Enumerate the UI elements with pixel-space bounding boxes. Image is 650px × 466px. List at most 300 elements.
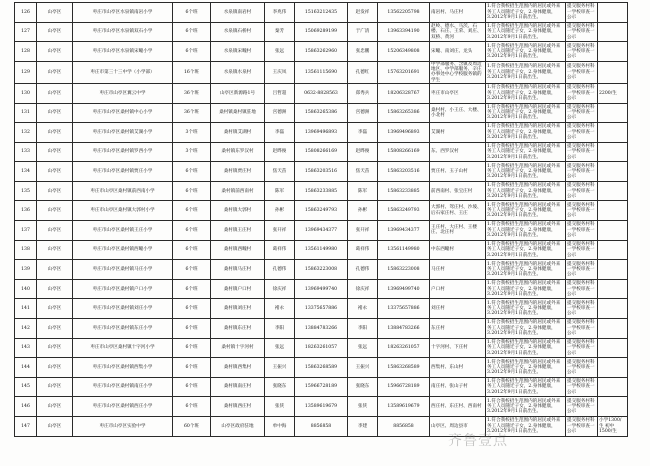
- cell-conditions: 1.符合我校招生范围内的居民或外来务工人员随迁子女，2.身体健康，3.2012年9月1日前出生。: [486, 201, 566, 221]
- cell-conditions: 1.符合我校招生范围内的居民或外来务工人员随迁子女，2.身体健康，3.2012年9月1日前出生。: [486, 319, 566, 339]
- cell-fee: [598, 240, 628, 260]
- cell-contact: 单中海: [265, 417, 295, 437]
- cell-address: 桑村镇前西南村: [211, 181, 265, 201]
- cell-area: 贾庄村、玉子山村: [430, 162, 486, 182]
- cell-conditions: 1.符合我校招生范围内的居民或外来务工人员随迁子女，2.身体健康，3.2012年9月1日前出生。: [486, 22, 566, 42]
- cell-classes: 60个班: [173, 417, 211, 437]
- cell-classes: 6个班: [173, 279, 211, 299]
- cell-no: 126: [15, 3, 37, 23]
- cell-district: 山亭区: [37, 279, 73, 299]
- cell-contact: 宫德洲: [265, 103, 295, 123]
- cell-fee: 2200/生: [598, 83, 628, 103]
- cell-district: 山亭区: [37, 123, 73, 143]
- cell-no: 131: [15, 103, 37, 123]
- cell-no: 147: [15, 417, 37, 437]
- cell-head-phone: 13963394190: [378, 22, 430, 42]
- cell-classes: 36个班: [173, 103, 211, 123]
- cell-classes: 6个班: [173, 240, 211, 260]
- cell-no: 133: [15, 142, 37, 162]
- cell-no: 137: [15, 221, 37, 241]
- cell-area: 枣庄市山亭区: [430, 83, 486, 103]
- cell-head-phone: 13884783266: [378, 319, 430, 339]
- cell-no: 138: [15, 240, 37, 260]
- table-row: [15, 319, 628, 339]
- table-row: [15, 338, 628, 358]
- cell-area: 南岩村、马庄村: [430, 3, 486, 23]
- table-row: [15, 201, 628, 221]
- cell-phone: 18263261057: [295, 338, 348, 358]
- cell-school: 枣庄市山亭区桑村镇中心小学: [73, 103, 173, 123]
- table-row: [15, 358, 628, 378]
- cell-area: 大郭村、驾庄村、沙坡、后石家庄村、王庄: [430, 201, 486, 221]
- cell-policy: 提交服务村科一学校审查一公示: [566, 3, 598, 23]
- cell-fee: [598, 181, 628, 201]
- cell-policy: 提交服务村科一学校审查一公示: [566, 240, 598, 260]
- cell-contact: 李阳: [265, 319, 295, 339]
- cell-district: 山亭区: [37, 397, 73, 417]
- cell-head: 孙彬: [348, 201, 378, 221]
- cell-head: 陈军: [348, 181, 378, 201]
- cell-address: 桑村镇西庄村: [211, 397, 265, 417]
- table-row: [15, 103, 628, 123]
- cell-area: 东庄村: [430, 319, 486, 339]
- cell-school: 枣庄市山亭区桑村镇东庄小学: [73, 319, 173, 339]
- cell-contact: 褚永: [265, 299, 295, 319]
- cell-fee: [598, 61, 628, 83]
- table-row: [15, 181, 628, 201]
- cell-phone: 15808266169: [295, 142, 348, 162]
- cell-conditions: 1.符合我校招生范围内的居民或外来务工人员随迁子女，2.身体健康，3.2012年9月1日前出生。: [486, 338, 566, 358]
- cell-school: 枣庄市山亭区桑村镇前西南小学: [73, 181, 173, 201]
- cell-district: 山亭区: [37, 299, 73, 319]
- cell-district: 山亭区: [37, 142, 73, 162]
- cell-policy: 提交服务村科一学校审查一公示: [566, 299, 598, 319]
- cell-policy: 提交服务村科一学校审查一公示: [566, 260, 598, 280]
- cell-policy: 提交服务村科一学校审查一公示: [566, 397, 598, 417]
- cell-contact: 李磊: [265, 123, 295, 143]
- cell-fee: [598, 142, 628, 162]
- cell-policy: 提交服务村科一学校审查一公示: [566, 279, 598, 299]
- table-row: [15, 377, 628, 397]
- cell-no: 128: [15, 42, 37, 62]
- cell-fee: [598, 319, 628, 339]
- cell-classes: 6个班: [173, 260, 211, 280]
- cell-head-phone: 15863203516: [378, 162, 430, 182]
- cell-head: 赵发祥: [348, 3, 378, 23]
- table-row: [15, 221, 628, 241]
- cell-classes: 6个班: [173, 181, 211, 201]
- table-row: [15, 3, 628, 23]
- cell-head: 李磊: [348, 123, 378, 143]
- cell-policy: 提交服务村科一学校审查一公示: [566, 22, 598, 42]
- cell-fee: 小学1300/生 初中1500/生: [598, 417, 628, 437]
- table-row: [15, 299, 628, 319]
- cell-school: 枣庄市山亭区桑村镇马庄小学: [73, 260, 173, 280]
- cell-school: 枣庄市山亭区桑村镇刘庄小学: [73, 299, 173, 319]
- cell-address: 山亭区政府驻地: [211, 417, 265, 437]
- cell-school: 枣庄市山亭区翼云中学: [73, 83, 173, 103]
- cell-school: 枣庄市山亭区桑村镇十字河小学: [73, 338, 173, 358]
- cell-district: 山亭区: [37, 3, 73, 23]
- cell-district: 山亭区: [37, 260, 73, 280]
- table-row: [15, 162, 628, 182]
- cell-address: 桑村镇户口村: [211, 279, 265, 299]
- cell-address: 桑村镇马庄村: [211, 260, 265, 280]
- cell-area: 刘庄村: [430, 299, 486, 319]
- cell-phone: 13375657886: [295, 299, 348, 319]
- cell-area: 前西南村、张宝庄村: [430, 181, 486, 201]
- cell-classes: 6个班: [173, 338, 211, 358]
- cell-policy: 提交服务村科一学校审查一公示: [566, 338, 598, 358]
- cell-head: 郑秀兵: [348, 83, 378, 103]
- cell-no: 141: [15, 299, 37, 319]
- table-body: [15, 3, 628, 437]
- cell-district: 山亭区: [37, 162, 73, 182]
- cell-no: 132: [15, 123, 37, 143]
- cell-policy: 提交服务村科一学校审查一公示: [566, 123, 598, 143]
- cell-district: 山亭区: [37, 319, 73, 339]
- cell-policy: 提交服务村科一学校审查一公示: [566, 61, 598, 83]
- cell-head-phone: 15966728189: [378, 377, 430, 397]
- cell-school: 枣庄市山亭区实验中学: [73, 417, 173, 437]
- cell-policy: 提交服务村科一学校审查一公示: [566, 417, 598, 437]
- cell-head-phone: 8856858: [378, 417, 430, 437]
- cell-conditions: 1.符合我校招生范围内的居民或外来务工人员随迁子女，2.身体健康，3.2012年9月1日前出生。: [486, 123, 566, 143]
- cell-contact: 张开祥: [265, 221, 295, 241]
- cell-head: 王振兴: [348, 358, 378, 378]
- cell-contact: 徐庆祥: [265, 279, 295, 299]
- cell-school: 枣庄市山亭区桑村镇大郭村小学: [73, 201, 173, 221]
- cell-no: 144: [15, 358, 37, 378]
- cell-head: 赵晔俊: [348, 142, 378, 162]
- cell-classes: 6个班: [173, 358, 211, 378]
- cell-district: 山亭区: [37, 201, 73, 221]
- cell-head-phone: 18206328767: [378, 83, 430, 103]
- cell-head: 于广清: [348, 22, 378, 42]
- cell-fee: [598, 42, 628, 62]
- cell-head-phone: 13969496893: [378, 123, 430, 143]
- cell-fee: [598, 103, 628, 123]
- cell-fee: [598, 358, 628, 378]
- cell-head-phone: 13969499740: [378, 279, 430, 299]
- cell-classes: 3个班: [173, 123, 211, 143]
- cell-conditions: 1.符合我校招生范围内的居民或外来务工人员随迁子女，2.身体健康，3.2012年9月1日前出生。: [486, 358, 566, 378]
- cell-area: 户口村: [430, 279, 486, 299]
- cell-no: 127: [15, 22, 37, 42]
- cell-phone: 13969434377: [295, 221, 348, 241]
- cell-area: 西庄村、东庄村、西南村: [430, 397, 486, 417]
- cell-contact: 秦芳: [265, 22, 295, 42]
- watermark: 齐鲁壹点: [448, 433, 508, 449]
- cell-school: 枣庄市山亭区桑村镇艾湖小学: [73, 123, 173, 143]
- cell-phone: 0632-8828563: [295, 83, 348, 103]
- cell-conditions: 1.符合我校招生范围内的居民或外来务工人员随迁子女，2.身体健康，3.2012年9月1日前出生。: [486, 260, 566, 280]
- cell-head-phone: 13561149980: [378, 240, 430, 260]
- table-row: [15, 397, 628, 417]
- cell-fee: [598, 299, 628, 319]
- cell-area: 赵岭、德水、马茨、石楼、石庄、王荣、刘庄、双桥、黄河: [430, 22, 486, 42]
- cell-no: 143: [15, 338, 37, 358]
- cell-head-phone: 15863249793: [378, 201, 430, 221]
- cell-head-phone: 15863233885: [378, 181, 430, 201]
- cell-no: 129: [15, 61, 37, 83]
- cell-head: 孔德红: [348, 61, 378, 83]
- cell-conditions: 1.符合我校招生范围内的居民或外来务工人员随迁子女，2.身体健康，3.2012年9月1日前出生。: [486, 61, 566, 83]
- cell-contact: 李兆伟: [265, 3, 295, 23]
- cell-head: 李建: [348, 417, 378, 437]
- cell-district: 山亭区: [37, 42, 73, 62]
- cell-school: 枣庄市山亭区桑村镇西集小学: [73, 358, 173, 378]
- cell-school: 枣庄市山亭区水泉镇宋疃小学: [73, 42, 173, 62]
- cell-area: 艾湖村: [430, 123, 486, 143]
- cell-conditions: 1.符合我校招生范围内的居民或外来务工人员随迁子女，2.身体健康，3.2012年9月1日前出生。: [486, 397, 566, 417]
- cell-address: 桑村镇十字河村: [211, 338, 265, 358]
- cell-head: 焦天苗: [348, 162, 378, 182]
- cell-school: 枣庄市山亭区桑村镇罗西小学: [73, 142, 173, 162]
- cell-contact: 王振兴: [265, 358, 295, 378]
- cell-area: 十字河村、下庄村: [430, 338, 486, 358]
- cell-conditions: 1.符合我校招生范围内的居民或外来务工人员随迁子女，2.身体健康，3.2012年9月1日前出生。: [486, 221, 566, 241]
- cell-phone: 13884783266: [295, 319, 348, 339]
- cell-conditions: 1.符合我校招生范围内的居民或外来务工人员随迁子女，2.身体健康，3.2012年9月1日前出生。: [486, 162, 566, 182]
- cell-area: 王庄村、大庄村、王楼庄、北庄村: [430, 221, 486, 241]
- table-row: [15, 417, 628, 437]
- cell-head: 张侠: [348, 397, 378, 417]
- cell-contact: 孔德伟: [265, 260, 295, 280]
- cell-head: 张晓东: [348, 377, 378, 397]
- cell-contact: 葛祥伟: [265, 240, 295, 260]
- cell-head: 张忠鹏: [348, 42, 378, 62]
- table-row: [15, 123, 628, 143]
- cell-conditions: 1.符合我校招生范围内的居民或外来务工人员随迁子女，2.身体健康，3.2012年9月1日前出生。: [486, 417, 566, 437]
- cell-school: 枣庄市山亭区水泉镇双石小学: [73, 22, 173, 42]
- cell-area: 东、西罗汉村: [430, 142, 486, 162]
- cell-conditions: 1.符合我校招生范围内的居民或外来务工人员随迁子女，2.身体健康，3.2012年9月1日前出生。: [486, 279, 566, 299]
- cell-contact: 焦天苗: [265, 162, 295, 182]
- cell-phone: 8856858: [295, 417, 348, 437]
- table-row: [15, 279, 628, 299]
- cell-address: 桑村镇西集村: [211, 358, 265, 378]
- cell-fee: [598, 221, 628, 241]
- cell-district: 山亭区: [37, 22, 73, 42]
- cell-policy: 提交服务村科一学校审查一公示: [566, 83, 598, 103]
- cell-district: 山亭区: [37, 83, 73, 103]
- cell-phone: 15863268589: [295, 358, 348, 378]
- cell-conditions: 1.符合我校招生范围内的居民或外来务工人员随迁子女，2.身体健康，3.2012年9月1日前出生。: [486, 3, 566, 23]
- cell-fee: [598, 162, 628, 182]
- table-row: [15, 240, 628, 260]
- cell-fee: [598, 397, 628, 417]
- cell-phone: 15863223008: [295, 260, 348, 280]
- cell-conditions: 1.符合我校招生范围内的居民或外来务工人员随迁子女，2.身体健康，3.2012年9月1日前出生。: [486, 377, 566, 397]
- cell-head: 葛祥伟: [348, 240, 378, 260]
- cell-classes: 6个班: [173, 201, 211, 221]
- cell-address: 水泉镇南岩村: [211, 3, 265, 23]
- cell-contact: 王庆凤: [265, 61, 295, 83]
- cell-fee: [598, 260, 628, 280]
- cell-head: 张远: [348, 338, 378, 358]
- cell-no: 145: [15, 377, 37, 397]
- cell-address: 桑村镇东罗汉村: [211, 142, 265, 162]
- cell-head-phone: 13562205798: [378, 3, 430, 23]
- cell-policy: 提交服务村科一学校审查一公示: [566, 358, 598, 378]
- cell-conditions: 1.符合我校招生范围内的居民或外来务工人员随迁子女，2.身体健康，3.2012年9月1日前出生。: [486, 299, 566, 319]
- cell-policy: 提交服务村科一学校审查一公示: [566, 377, 598, 397]
- cell-conditions: 1.符合我校招生范围内的居民或外来务工人员随迁子女，2.身体健康，3.2012年9月1日前出生。: [486, 240, 566, 260]
- cell-phone: 13589619679: [295, 397, 348, 417]
- cell-phone: 15966728189: [295, 377, 348, 397]
- cell-area: 中学部服务、含镇及周边地区、中学部服务、辛庄办事处中心学校服务镇的学生: [430, 61, 486, 83]
- cell-classes: 6个班: [173, 397, 211, 417]
- cell-fee: [598, 22, 628, 42]
- table-row: [15, 22, 628, 42]
- cell-phone: 13969499740: [295, 279, 348, 299]
- cell-fee: [598, 338, 628, 358]
- table-row: [15, 61, 628, 83]
- cell-head: 徐庆祥: [348, 279, 378, 299]
- cell-fee: [598, 279, 628, 299]
- cell-school: 枣庄市山亭区桑村镇西疃小学: [73, 240, 173, 260]
- table-row: [15, 260, 628, 280]
- cell-head-phone: 13589619679: [378, 397, 430, 417]
- cell-classes: 6个班: [173, 377, 211, 397]
- cell-head-phone: 15863265386: [378, 103, 430, 123]
- cell-contact: 吕哲超: [265, 83, 295, 103]
- cell-district: 山亭区: [37, 221, 73, 241]
- cell-school: 枣庄市山亭区桑村镇西庄小学: [73, 397, 173, 417]
- cell-phone: 13561149980: [295, 240, 348, 260]
- cell-fee: [598, 3, 628, 23]
- cell-phone: 15163212435: [295, 3, 348, 23]
- cell-area: 西集村、东山村: [430, 358, 486, 378]
- cell-head-phone: 13375657886: [378, 299, 430, 319]
- cell-school: 枣庄市山亭区桑村镇南庄小学: [73, 377, 173, 397]
- cell-contact: 陈军: [265, 181, 295, 201]
- cell-district: 山亭区: [37, 417, 73, 437]
- cell-fee: [598, 123, 628, 143]
- cell-head: 宫德洲: [348, 103, 378, 123]
- cell-district: 山亭区: [37, 377, 73, 397]
- cell-classes: 6个班: [173, 42, 211, 62]
- cell-head-phone: 15863223008: [378, 260, 430, 280]
- cell-address: 桑村镇大郭村: [211, 201, 265, 221]
- cell-address: 桑村镇桑村镇驻地: [211, 103, 265, 123]
- cell-contact: 张远: [265, 338, 295, 358]
- cell-phone: 15863233885: [295, 181, 348, 201]
- cell-address: 水泉镇石桥村: [211, 22, 265, 42]
- cell-policy: 提交服务村科一学校审查一公示: [566, 42, 598, 62]
- cell-address: 桑村镇王庄村: [211, 221, 265, 241]
- cell-head-phone: 15763201691: [378, 61, 430, 83]
- cell-address: 水泉镇水泉村: [211, 61, 265, 83]
- school-enrollment-table: [14, 2, 628, 437]
- cell-address: 桑村镇南庄村: [211, 377, 265, 397]
- cell-head-phone: 15863268589: [378, 358, 430, 378]
- cell-no: 136: [15, 201, 37, 221]
- cell-area: 南庄村、张山子村: [430, 377, 486, 397]
- cell-address: 桑村镇贾庄村: [211, 162, 265, 182]
- cell-no: 139: [15, 260, 37, 280]
- cell-area: 马庄村: [430, 260, 486, 280]
- cell-head: 褚永: [348, 299, 378, 319]
- cell-contact: 赵晔俊: [265, 142, 295, 162]
- cell-classes: 16个班: [173, 61, 211, 83]
- cell-fee: [598, 377, 628, 397]
- cell-address: 山亭区新源路1号: [211, 83, 265, 103]
- cell-head: 张开祥: [348, 221, 378, 241]
- cell-contact: 孙彬: [265, 201, 295, 221]
- cell-head-phone: 15808266169: [378, 142, 430, 162]
- cell-head: 李阳: [348, 319, 378, 339]
- cell-phone: 15863249793: [295, 201, 348, 221]
- table-row: [15, 83, 628, 103]
- cell-district: 山亭区: [37, 103, 73, 123]
- cell-no: 140: [15, 279, 37, 299]
- cell-head-phone: 13969434377: [378, 221, 430, 241]
- cell-phone: 15863262960: [295, 42, 348, 62]
- cell-classes: 6个班: [173, 22, 211, 42]
- cell-policy: 提交服务村科一学校审查一公示: [566, 319, 598, 339]
- cell-head-phone: 18263261057: [378, 338, 430, 358]
- cell-district: 山亭区: [37, 338, 73, 358]
- cell-phone: 15069289199: [295, 22, 348, 42]
- cell-phone: 15863265386: [295, 103, 348, 123]
- cell-policy: 提交服务村科一学校审查一公示: [566, 142, 598, 162]
- cell-policy: 提交服务村科一学校审查一公示: [566, 201, 598, 221]
- cell-contact: 张远: [265, 42, 295, 62]
- cell-district: 山亭区: [37, 61, 73, 83]
- cell-school: 枣庄市山亭区桑村镇贾庄小学: [73, 162, 173, 182]
- cell-area: 桑村村、小王庄、大楼、小北村: [430, 103, 486, 123]
- cell-phone: 13561115690: [295, 61, 348, 83]
- cell-school: 枣庄市第三十三中学（小学部）: [73, 61, 173, 83]
- cell-contact: 张晓东: [265, 377, 295, 397]
- cell-classes: 36个班: [173, 83, 211, 103]
- cell-head: 孔德伟: [348, 260, 378, 280]
- cell-head-phone: 15206349808: [378, 42, 430, 62]
- cell-conditions: 1.符合我校招生范围内的居民或外来务工人员随迁子女，2.身体健康，3.2012年9月1日前出生。: [486, 181, 566, 201]
- cell-no: 134: [15, 162, 37, 182]
- cell-policy: 提交服务村科一学校审查一公示: [566, 221, 598, 241]
- cell-classes: 6个班: [173, 221, 211, 241]
- cell-phone: 15863203516: [295, 162, 348, 182]
- cell-policy: 提交服务村科一学校审查一公示: [566, 162, 598, 182]
- cell-classes: 3个班: [173, 142, 211, 162]
- cell-policy: 提交服务村科一学校审查一公示: [566, 181, 598, 201]
- cell-school: 枣庄市山亭区水泉镇南岩小学: [73, 3, 173, 23]
- cell-classes: 6个班: [173, 162, 211, 182]
- cell-no: 146: [15, 397, 37, 417]
- cell-conditions: 1.符合我校招生范围内的居民或外来务工人员随迁子女，2.身体健康，3.2012年9月1日前出生。: [486, 42, 566, 62]
- cell-district: 山亭区: [37, 181, 73, 201]
- cell-school: 枣庄市山亭区桑村镇王庄小学: [73, 221, 173, 241]
- cell-fee: [598, 201, 628, 221]
- cell-address: 桑村镇刘庄村: [211, 299, 265, 319]
- cell-area: 宋疃、南刘庄、龙头: [430, 42, 486, 62]
- cell-address: 桑村镇东庄村: [211, 319, 265, 339]
- cell-policy: 提交服务村科一学校审查一公示: [566, 103, 598, 123]
- table-row: [15, 42, 628, 62]
- cell-address: 桑村镇西疃村: [211, 240, 265, 260]
- cell-conditions: 1.符合我校招生范围内的居民或外来务工人员随迁子女，2.身体健康，3.2012年9月1日前出生。: [486, 142, 566, 162]
- cell-area: 中东西疃村: [430, 240, 486, 260]
- cell-conditions: 1.符合我校招生范围内的居民或外来务工人员随迁子女，2.身体健康，3.2012年9月1日前出生。: [486, 83, 566, 103]
- cell-classes: 6个班: [173, 3, 211, 23]
- cell-classes: 6个班: [173, 319, 211, 339]
- cell-conditions: 1.符合我校招生范围内的居民或外来务工人员随迁子女，2.身体健康，3.2012年9月1日前出生。: [486, 103, 566, 123]
- cell-school: 枣庄市山亭区桑村镇户口小学: [73, 279, 173, 299]
- table-row: [15, 142, 628, 162]
